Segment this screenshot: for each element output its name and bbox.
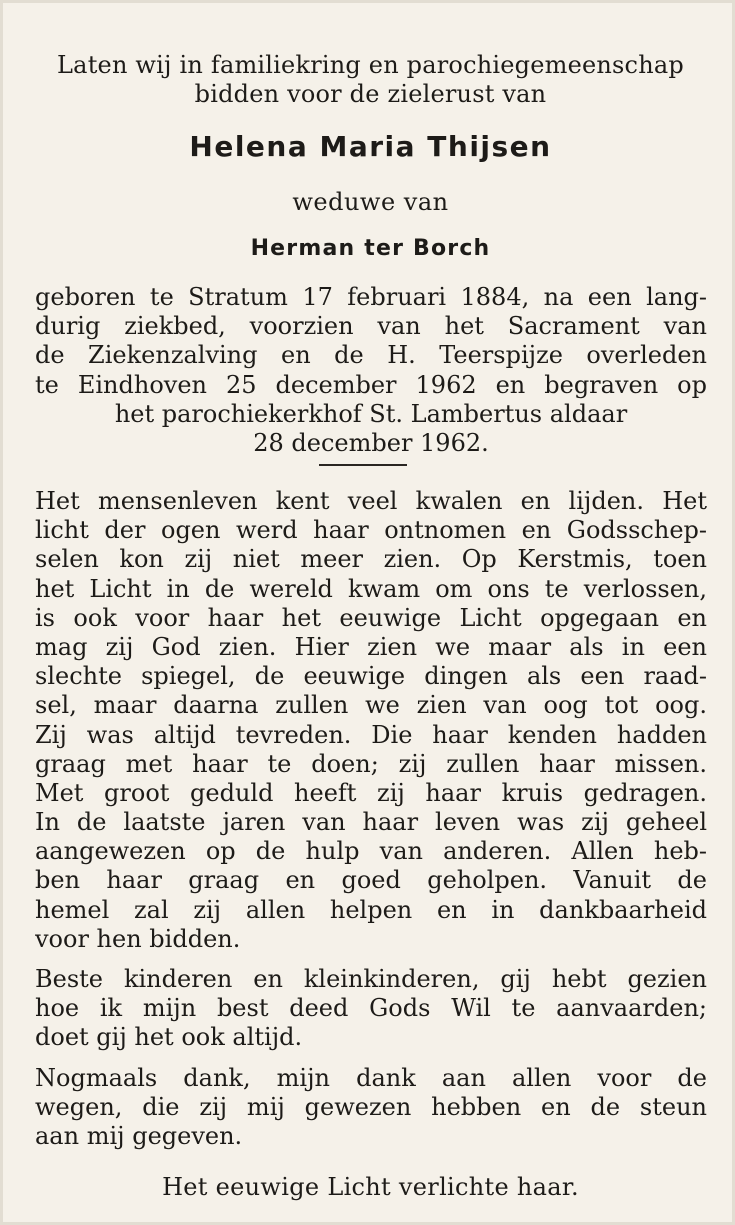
meditation-line: voor hen bidden. bbox=[35, 924, 241, 953]
biography-line: durig ziekbed, voorzien van het Sacrament van bbox=[35, 312, 707, 341]
intro-line-1: Laten wij in familiekring en parochiegemeenschap bbox=[57, 51, 684, 79]
biography-line: 28 december 1962. bbox=[253, 428, 489, 457]
children-line: hoe ik mijn best deed Gods Wil te aanvaarden; bbox=[35, 994, 707, 1023]
meditation-line: is ook voor haar het eeuwige Licht opgegaan en bbox=[35, 603, 707, 632]
meditation-line: Het mensenleven kent veel kwalen en lijden. Het bbox=[35, 487, 707, 515]
meditation-paragraph bbox=[35, 487, 707, 954]
biography-paragraph bbox=[35, 283, 707, 458]
intro-line-2: bidden voor de zielerust van bbox=[194, 80, 547, 108]
thanks-line: wegen, die zij mij gewezen hebben en de steun bbox=[35, 1093, 707, 1122]
thanks-paragraph bbox=[35, 1064, 707, 1152]
meditation-line: selen kon zij niet meer zien. Op Kerstmis, toen bbox=[35, 545, 707, 574]
children-line: Beste kinderen en kleinkinderen, gij hebt gezien bbox=[35, 965, 707, 993]
biography-line: de Ziekenzalving en de H. Teerspijze overleden bbox=[35, 341, 707, 370]
biography-line: het parochiekerkhof St. Lambertus aldaar bbox=[114, 399, 628, 428]
deceased-name: Helena Maria Thijsen bbox=[189, 130, 552, 163]
relation-text: weduwe van bbox=[292, 188, 449, 216]
meditation-line: licht der ogen werd haar ontnomen en Godsschep- bbox=[35, 516, 707, 545]
meditation-line: aangewezen op de hulp van anderen. Allen heb- bbox=[35, 837, 707, 866]
section-divider bbox=[319, 464, 407, 466]
spouse-name: Herman ter Borch bbox=[250, 236, 491, 261]
children-paragraph bbox=[35, 965, 707, 1053]
closing-prayer: Het eeuwige Licht verlichte haar. bbox=[162, 1173, 579, 1201]
children-line: doet gij het ook altijd. bbox=[35, 1023, 303, 1052]
meditation-line: mag zij God zien. Hier zien we maar als in een bbox=[35, 632, 707, 661]
meditation-line: In de laatste jaren van haar leven was zij geheel bbox=[35, 808, 707, 837]
meditation-line: Met groot geduld heeft zij haar kruis gedragen. bbox=[35, 778, 707, 807]
meditation-line: Zij was altijd tevreden. Die haar kenden hadden bbox=[35, 720, 707, 749]
thanks-line: Nogmaals dank, mijn dank aan allen voor de bbox=[35, 1064, 707, 1092]
meditation-line: ben haar graag en goed geholpen. Vanuit de bbox=[35, 866, 707, 895]
meditation-line: sel, maar daarna zullen we zien van oog tot oog. bbox=[35, 691, 707, 720]
meditation-line: graag met haar te doen; zij zullen haar missen. bbox=[35, 749, 707, 778]
thanks-line: aan mij gegeven. bbox=[35, 1122, 243, 1151]
biography-line: geboren te Stratum 17 februari 1884, na een lang- bbox=[35, 283, 707, 311]
meditation-line: slechte spiegel, de eeuwige dingen als een raad- bbox=[35, 662, 707, 691]
meditation-line: het Licht in de wereld kwam om ons te verlossen, bbox=[35, 574, 707, 603]
meditation-line: hemel zal zij allen helpen en in dankbaarheid bbox=[35, 895, 707, 924]
biography-line: te Eindhoven 25 december 1962 en begraven op bbox=[35, 370, 707, 399]
